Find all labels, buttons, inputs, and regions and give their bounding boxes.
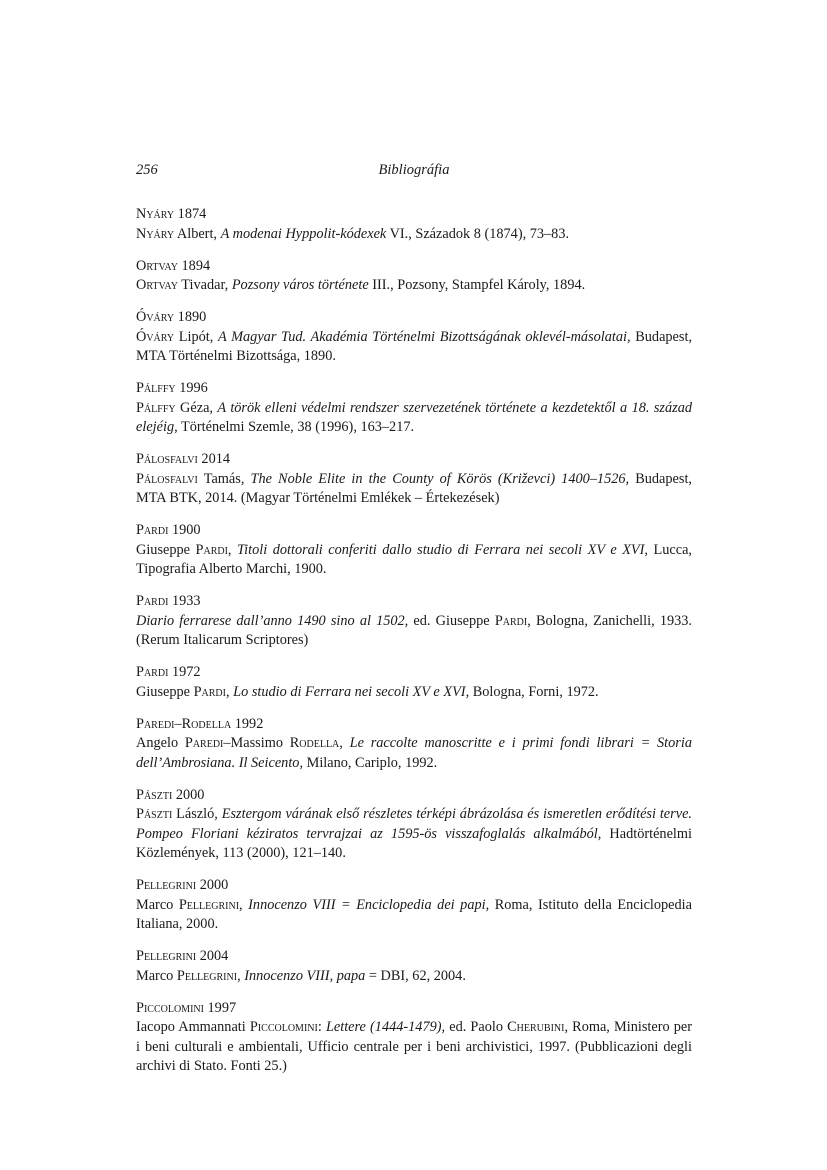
reference-text: = DBI, 62, 2004. — [365, 967, 466, 984]
reference-text: , — [237, 967, 245, 984]
bibliography-entry — [136, 663, 692, 702]
author-surname: Pellegrini — [178, 896, 240, 913]
work-title: Lettere (1444-1479), — [325, 1019, 446, 1035]
reference-text: Marco — [136, 967, 177, 984]
bibliography-entry — [136, 999, 692, 1077]
entry-reference — [136, 328, 692, 367]
author-surname: Pellegrini — [176, 967, 238, 984]
reference-text: ed. Giuseppe — [408, 612, 495, 629]
work-title: A török elleni védelmi rendszer szervezetének története a kezdetektől a 18. század elejéig, — [136, 399, 693, 435]
running-header — [136, 162, 692, 182]
work-title: A Magyar Tud. Akadémia Történelmi Bizottságának oklevél-másolatai, — [217, 328, 631, 345]
reference-text: Lipót, — [174, 328, 218, 345]
bibliography-entry — [136, 947, 692, 986]
reference-text: , — [227, 541, 238, 558]
author-surname: Óváry — [136, 328, 175, 345]
author-surname: Pálffy — [136, 399, 176, 416]
entry-key: Pászti 2000 — [136, 786, 205, 803]
work-title: Pozsony város története — [231, 277, 369, 293]
entry-key: Pellegrini 2000 — [136, 877, 229, 893]
bibliography-entry — [136, 786, 692, 864]
entry-key: Paredi–Rodella 1992 — [136, 715, 264, 732]
reference-text: Milano, Cariplo, 1992. — [303, 754, 438, 771]
reference-text: Géza, — [175, 399, 218, 416]
reference-text: Tivadar, — [177, 277, 232, 293]
work-title: Innocenzo VIII, papa — [244, 967, 366, 984]
entry-key: Pardi 1933 — [136, 593, 201, 609]
reference-text: Bologna, Forni, 1972. — [469, 683, 599, 700]
entry-reference — [136, 734, 692, 773]
work-title: Esztergom várának első részletes térképi ábrázolása és ismeretlen erődítési terve. Pompeo Floriani kéziratos tervrajzai az 1595-ös visszafoglalás alkalmából, — [136, 806, 692, 842]
reference-text: Tamás, — [197, 470, 251, 487]
reference-text: , Bologna, Zanichelli, 1933. (Rerum Italicarum Scriptores) — [136, 612, 692, 648]
work-title: A modenai Hyppolit-kódexek — [220, 225, 387, 242]
reference-text: Giuseppe — [136, 541, 196, 558]
entry-key: Nyáry 1874 — [136, 206, 207, 222]
reference-text: ed. Paolo — [445, 1019, 508, 1035]
reference-text: László, — [172, 806, 222, 822]
bibliography-entry — [136, 450, 692, 509]
reference-text: Marco — [136, 896, 179, 913]
entry-reference — [136, 612, 692, 651]
reference-text: Lucca, Tipografia Alberto Marchi, 1900. — [136, 541, 693, 577]
entry-reference — [136, 225, 692, 245]
entry-key: Piccolomini 1997 — [136, 999, 237, 1016]
reference-text: Angelo — [136, 735, 185, 751]
author-surname: Ortvay — [136, 277, 178, 293]
author-surname: Pardi — [195, 541, 228, 558]
entry-key: Pardi 1900 — [136, 522, 201, 538]
author-surname: Piccolomini — [249, 1019, 318, 1035]
reference-text: , Roma, Ministero per i beni culturali e ambientali, Ufficio centrale per i beni archivistici, 1997. (Pubblicazioni degli archivi di Stato. Fonti 25.) — [136, 1019, 693, 1074]
work-title: The Noble Elite in the County of Körös (Križevci) 1400–1526, — [250, 470, 630, 487]
entry-key: Pálosfalvi 2014 — [136, 451, 231, 467]
bibliography-entry — [136, 257, 692, 296]
entry-reference — [136, 276, 692, 296]
reference-text: Budapest, MTA Történelmi Bizottsága, 1890. — [136, 328, 693, 364]
author-surname: Cherubini — [507, 1019, 565, 1035]
entry-reference — [136, 967, 692, 987]
author-surname: Pászti — [136, 806, 173, 822]
reference-text: VI., Századok 8 (1874), 73–83. — [386, 225, 570, 242]
reference-text: , — [239, 896, 249, 913]
reference-text: Roma, Istituto della Enciclopedia Italiana, 2000. — [136, 896, 692, 932]
entry-reference — [136, 1018, 692, 1077]
entry-reference — [136, 470, 692, 509]
bibliography-entry — [136, 379, 692, 438]
reference-text: , — [339, 735, 350, 751]
entry-key: Pardi 1972 — [136, 664, 201, 680]
reference-text: Giuseppe — [136, 683, 194, 700]
reference-text: III., Pozsony, Stampfel Károly, 1894. — [368, 277, 586, 293]
entry-reference — [136, 805, 692, 864]
reference-text: , — [225, 683, 234, 700]
reference-text: Hadtörténelmi Közlemények, 113 (2000), 121–140. — [136, 825, 692, 861]
bibliography-list — [136, 205, 692, 1089]
work-title: Diario ferrarese dall’anno 1490 sino al 1502, — [136, 612, 409, 629]
author-surname: Nyáry — [136, 225, 175, 242]
page-number: 256 — [136, 162, 158, 178]
bibliography-entry — [136, 715, 692, 774]
work-title: Innocenzo VIII = Enciclopedia dei papi, — [248, 896, 490, 913]
entry-key: Óváry 1890 — [136, 309, 207, 325]
author-surname: Pálosfalvi — [136, 470, 198, 487]
author-surname: Pardi — [193, 683, 226, 700]
reference-text: Történelmi Szemle, 38 (1996), 163–217. — [177, 419, 415, 435]
entry-reference — [136, 541, 692, 580]
entry-key: Pellegrini 2004 — [136, 948, 229, 964]
reference-text: Iacopo Ammannati — [136, 1019, 250, 1035]
author-surname: Paredi — [184, 735, 224, 751]
work-title: Titoli dottorali conferiti dallo studio di Ferrara nei secoli XV e XVI, — [237, 541, 648, 558]
work-title: Lo studio di Ferrara nei secoli XV e XVI, — [233, 683, 470, 700]
bibliography-entry — [136, 308, 692, 367]
bibliography-entry — [136, 876, 692, 935]
entry-key: Pálffy 1996 — [136, 380, 208, 396]
reference-text: –Massimo — [223, 735, 290, 751]
work-title: Le raccolte manoscritte e i primi fondi librari = Storia dell’Ambrosiana. Il Seicento, — [136, 735, 692, 771]
bibliography-entry — [136, 205, 692, 244]
entry-reference — [136, 896, 692, 935]
entry-reference — [136, 683, 692, 703]
author-surname: Pardi — [494, 612, 528, 629]
entry-key: Ortvay 1894 — [136, 257, 211, 274]
reference-text: Albert, — [174, 225, 221, 242]
author-surname: Rodella — [289, 735, 340, 751]
running-title: Bibliográfia — [378, 162, 450, 178]
bibliography-entry — [136, 521, 692, 580]
reference-text: : — [317, 1019, 326, 1035]
reference-text: Budapest, MTA BTK, 2014. (Magyar Történelmi Emlékek – Értekezések) — [136, 470, 692, 506]
bibliography-entry — [136, 592, 692, 651]
entry-reference — [136, 399, 692, 438]
